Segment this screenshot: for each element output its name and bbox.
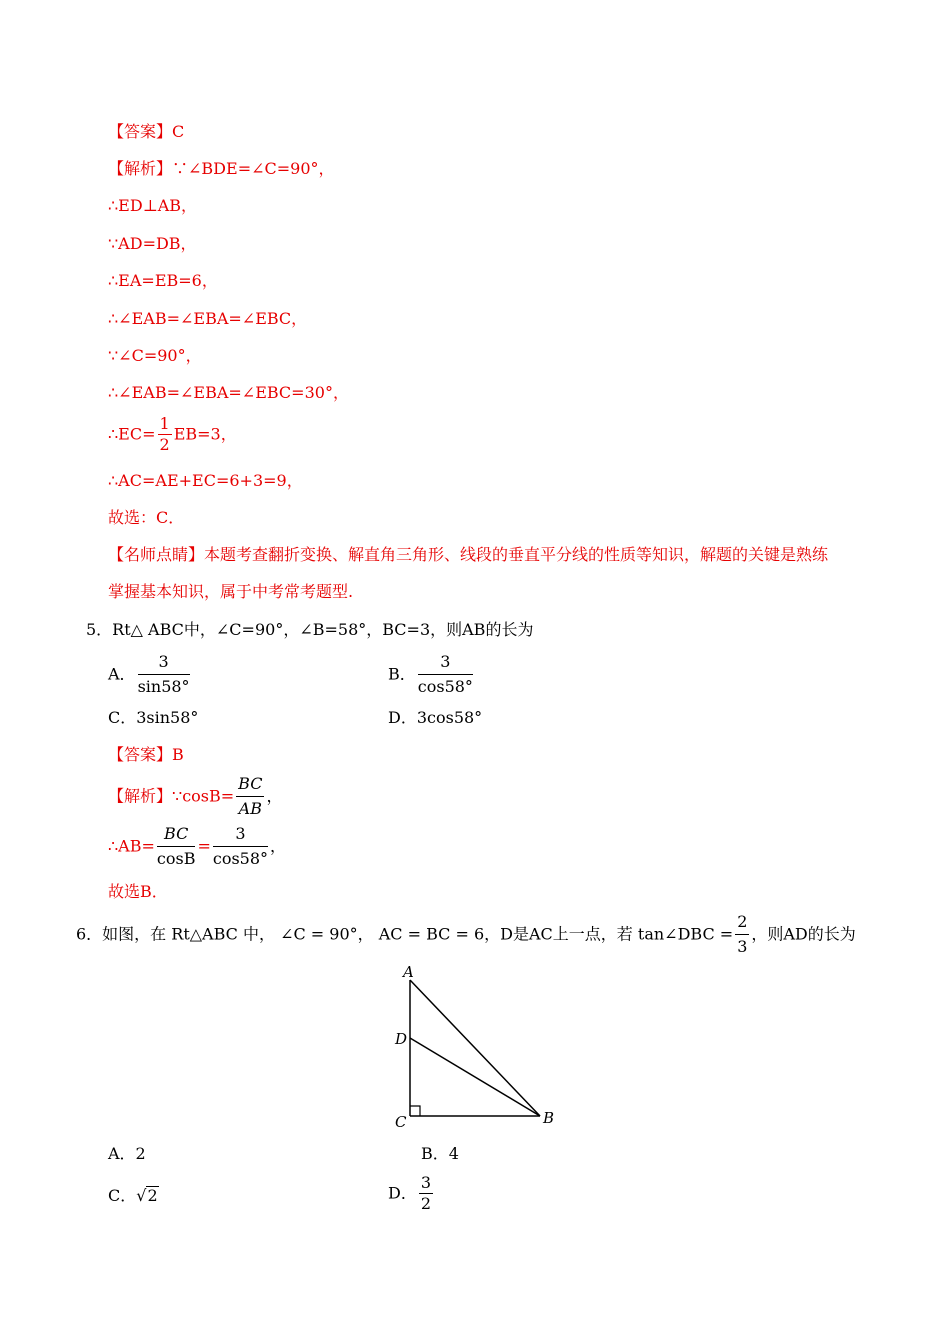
tip-line-2: 掌握基本知识，属于中考常考题型.	[108, 582, 354, 601]
q6-option-c	[108, 1186, 159, 1206]
analysis-tag: 【解析】	[108, 786, 173, 806]
solution-step: ∴∠EAB=∠EBA=∠EBC=30°，	[108, 383, 349, 402]
fraction-numerator: 1	[159, 414, 170, 433]
analysis-tag: 【解析】	[108, 159, 173, 178]
equals-sign: =	[197, 836, 211, 856]
triangle-figure	[380, 960, 570, 1135]
tip-line-1	[108, 545, 828, 565]
fraction-numerator: 3	[138, 650, 190, 675]
q6-option-a: A．2	[108, 1144, 146, 1163]
fraction-denominator: 3	[737, 937, 748, 956]
option-label: A．	[108, 664, 136, 684]
answer-tag: 【答案】	[108, 122, 173, 141]
q5-ab-line	[108, 822, 286, 871]
q5-option-b	[388, 650, 475, 699]
sqrt-radicand: 2	[147, 1186, 158, 1205]
fraction-denominator: cos58°	[212, 849, 269, 868]
ec-prefix: ∴EC=	[108, 424, 156, 444]
q4-analysis-line	[108, 159, 335, 179]
answer-tag: 【答案】	[108, 745, 173, 764]
fraction-denominator: cosB	[156, 849, 196, 868]
q5-option-a	[108, 650, 192, 699]
q5-analysis-line	[108, 772, 282, 821]
fraction-numerator: BC	[157, 822, 196, 847]
vertex-label-b: B	[543, 1109, 555, 1127]
answer-value: C	[172, 122, 185, 141]
option-label: D．	[388, 1183, 417, 1203]
q4-ec-line	[108, 414, 237, 455]
fraction-denominator: AB	[238, 799, 262, 818]
solution-step: ∴EA=EB=6，	[108, 271, 218, 290]
fraction-numerator: BC	[236, 772, 264, 797]
q6-option-d	[388, 1173, 435, 1214]
option-a-fraction	[138, 650, 190, 699]
segment-db	[410, 1038, 540, 1116]
q5-answer-line	[108, 745, 184, 765]
option-label: C．	[108, 1186, 137, 1205]
answer-value: B	[172, 745, 184, 764]
fraction-numerator: 3	[420, 1173, 432, 1192]
vertex-label-d: D	[395, 1030, 408, 1048]
solution-choice: 故选：C．	[108, 508, 185, 527]
right-angle-mark	[410, 1106, 420, 1116]
option-b-fraction	[418, 650, 473, 699]
option-label: B．	[388, 664, 416, 684]
fraction-numerator: 3	[213, 822, 268, 847]
fraction-denominator: 2	[159, 435, 170, 454]
q5-option-d: D．3cos58°	[388, 708, 483, 727]
q6-option-b: B．4	[421, 1144, 459, 1163]
comma: ，	[270, 836, 287, 856]
solution-step: ∵AD=DB，	[108, 234, 197, 253]
sqrt-symbol: √	[136, 1186, 147, 1205]
q5-choice: 故选B．	[108, 882, 168, 901]
ec-fraction	[158, 414, 172, 455]
fraction-denominator: sin58°	[137, 677, 190, 696]
q5-option-c: C．3sin58°	[108, 708, 199, 727]
stem-text: ，则AD的长为	[751, 924, 856, 944]
cos-prefix: ∵cosB=	[172, 786, 235, 806]
tip-tag: 【名师点睛】	[108, 545, 205, 564]
fraction-denominator: 2	[420, 1194, 432, 1213]
fraction-denominator: cos58°	[417, 677, 473, 696]
stem-text: 6．如图，在 Rt△ABC 中， ∠C = 90°， AC = BC = 6，D是AC上一点，若 tan∠DBC =	[76, 924, 734, 944]
tip-text: 本题考查翻折变换、解直角三角形、线段的垂直平分线的性质等知识，解题的关键是熟练	[204, 545, 829, 564]
ab-prefix: ∴AB=	[108, 836, 155, 856]
tan-fraction	[735, 910, 749, 959]
ab-fraction-1	[157, 822, 196, 871]
side-ab	[410, 980, 540, 1116]
option-d-fraction	[419, 1173, 433, 1214]
solution-step: ∵∠BDE=∠C=90°，	[172, 159, 335, 178]
solution-step: ∴∠EAB=∠EBA=∠EBC，	[108, 309, 308, 328]
comma: ，	[266, 786, 283, 806]
ab-fraction-2	[213, 822, 268, 871]
q5-stem: 5．Rt△ ABC中，∠C=90°，∠B=58°，BC=3，则AB的长为	[86, 620, 534, 639]
q4-answer-line	[108, 122, 184, 142]
fraction-numerator: 2	[735, 910, 749, 935]
q6-stem	[76, 910, 856, 959]
solution-step: ∵∠C=90°，	[108, 346, 202, 365]
solution-step: ∴ED⊥AB，	[108, 196, 198, 215]
vertex-label-a: A	[403, 963, 414, 981]
solution-step: ∴AC=AE+EC=6+3=9，	[108, 471, 303, 490]
ec-suffix: EB=3，	[173, 424, 237, 444]
cos-fraction	[236, 772, 264, 821]
fraction-numerator: 3	[418, 650, 473, 675]
vertex-label-c: C	[395, 1113, 407, 1131]
